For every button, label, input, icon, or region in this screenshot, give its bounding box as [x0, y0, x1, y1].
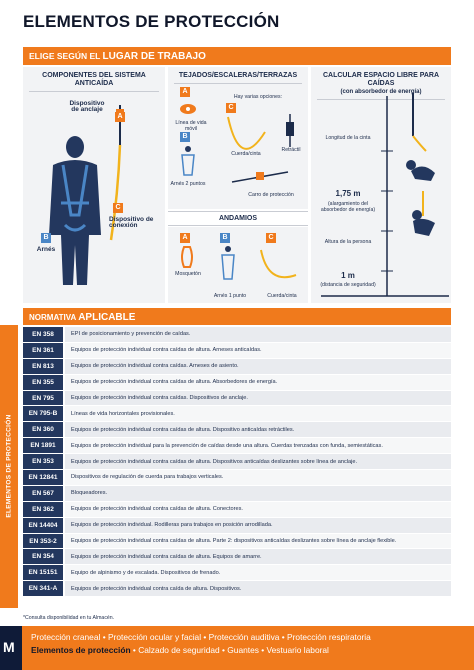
- table-row: [23, 565, 451, 581]
- norm-description: Equipos de protección individual contra caídas de altura. Conectores.: [65, 502, 451, 517]
- norm-description: Dispositivos de regulación de cuerda para trabajos verticales.: [65, 470, 451, 485]
- norm-description: Equipos de protección individual contra caídas de altura. Equipos de amarre.: [65, 549, 451, 564]
- cinta-label: Longitud de la cinta: [325, 135, 371, 141]
- footer-link-ocular[interactable]: Protección ocular y facial: [107, 632, 202, 642]
- table-row: [23, 470, 451, 486]
- table-row: [23, 518, 451, 534]
- norm-code: EN 358: [23, 327, 63, 342]
- norm-code: EN 353: [23, 454, 63, 469]
- harness-1-point-icon: [218, 245, 238, 285]
- harness-2-point-icon: [178, 145, 198, 179]
- footer-link-guantes[interactable]: Guantes: [227, 645, 259, 655]
- norm-description: Bloqueadores.: [65, 486, 451, 501]
- norm-description: Equipos de protección individual para la prevención de caídas desde una altura. Cuerdas trenzadas con funda, semiestáticas.: [65, 438, 451, 453]
- m175-sub: (alargamiento del absorbedor de energía): [320, 201, 376, 213]
- norm-code: EN 361: [23, 343, 63, 358]
- table-row: [23, 502, 451, 518]
- norm-code: EN 15151: [23, 565, 63, 580]
- altura-label: Altura de la persona: [324, 239, 372, 245]
- harness-2-label: Arnés 2 puntos: [170, 181, 206, 187]
- roofs-panel: [168, 67, 308, 209]
- badge-b3: B: [220, 233, 230, 243]
- norm-code: EN 353-2: [23, 534, 63, 549]
- footer-link-elementos[interactable]: Elementos de protección: [31, 645, 131, 655]
- availability-note: *Consulta disponibilidad en tu Almacén.: [23, 615, 115, 621]
- harness-label: Arnés: [36, 246, 56, 253]
- fall-clearance-panel: [311, 67, 451, 303]
- harness-worker-illustration: [23, 95, 165, 295]
- norm-description: Equipos de protección individual contra caídas de altura. Dispositivo anticaídas retráctiles.: [65, 422, 451, 437]
- norm-code: EN 1891: [23, 438, 63, 453]
- badge-a: A: [115, 112, 125, 122]
- table-row: [23, 534, 451, 550]
- footer-line-2: Elementos de protección • Calzado de seguridad • Guantes • Vestuario laboral: [31, 645, 329, 655]
- table-row: [23, 422, 451, 438]
- norm-code: EN 813: [23, 359, 63, 374]
- harness-1-label: Arnés 1 punto: [213, 293, 247, 299]
- norm-code: EN 795: [23, 391, 63, 406]
- rope-icon-2: [256, 245, 306, 285]
- anchor-label: Dispositivo de anclaje: [69, 100, 105, 113]
- norm-description: Equipos de protección individual contra caídas de altura. Dispositivos anticaídas deslizantes sobre línea de anclaje.: [65, 454, 451, 469]
- carro-label: Carro de protección: [248, 192, 294, 198]
- andamios-panel: [168, 227, 308, 303]
- badge-b: B: [41, 233, 51, 243]
- lifeline-icon: [178, 102, 198, 116]
- connector-label: Dispositivo de conexión: [109, 216, 154, 229]
- mosqueton-label: Mosquetón: [175, 271, 201, 277]
- norm-description: Equipo de alpinismo y de escalada. Dispositivos de frenado.: [65, 565, 451, 580]
- badge-c2: C: [226, 103, 236, 113]
- retractil-label: Retráctil: [281, 147, 301, 153]
- footer-link-vestuario[interactable]: Vestuario laboral: [266, 645, 329, 655]
- options-label: Hay varias opciones:: [233, 94, 283, 100]
- table-row: [23, 406, 451, 422]
- footer-link-auditiva[interactable]: Protección auditiva: [208, 632, 280, 642]
- table-row: [23, 549, 451, 565]
- norm-code: EN 795-B: [23, 406, 63, 421]
- section-sidebar: [0, 325, 18, 608]
- badge-a3: A: [180, 233, 190, 243]
- footer-link-calzado[interactable]: Calzado de seguridad: [138, 645, 220, 655]
- norm-description: Equipos de protección individual. Rodilleras para trabajos en posición arrodillada.: [65, 518, 451, 533]
- brand-logo: M: [0, 626, 22, 670]
- norm-description: Equipos de protección individual contra caídas de altura. Arneses anticaídas.: [65, 343, 451, 358]
- footer-link-respiratoria[interactable]: Protección respiratoria: [287, 632, 371, 642]
- table-row: [23, 327, 451, 343]
- norm-description: Equipos de protección individual contra caídas. Dispositivos de anclaje.: [65, 391, 451, 406]
- norm-description: Equipos de protección individual contra caídas de altura. Parte 2: dispositivos anticaídas deslizantes sobre línea de anclaje flexible.: [65, 534, 451, 549]
- components-heading: COMPONENTES DEL SISTEMA ANTICAÍDA: [29, 67, 159, 92]
- norm-code: EN 12841: [23, 470, 63, 485]
- norm-description: Líneas de vida horizontales provisionales.: [65, 406, 451, 421]
- lifeline-label: Línea de vida móvil: [175, 120, 207, 132]
- table-row: [23, 375, 451, 391]
- norm-code: EN 567: [23, 486, 63, 501]
- badge-a2: A: [180, 87, 190, 97]
- m1-value: 1 m: [341, 271, 355, 280]
- m175-value: 1,75 m: [335, 189, 361, 198]
- badge-c: C: [113, 203, 123, 213]
- clearance-heading: CALCULAR ESPACIO LIBRE PARA CAÍDAS (con absorbedor de energía): [317, 67, 445, 100]
- sidebar-label: ELEMENTOS DE PROTECCIÓN: [5, 414, 13, 518]
- norm-code: EN 355: [23, 375, 63, 390]
- roofs-heading: TEJADOS/ESCALERAS/TERRAZAS: [174, 67, 302, 84]
- m1-sub: (distancia de seguridad): [320, 282, 376, 288]
- table-row: [23, 343, 451, 359]
- rope-label: Cuerda/cinta: [231, 151, 261, 157]
- table-row: [23, 391, 451, 407]
- badge-b2: B: [180, 132, 190, 142]
- norm-code: EN 362: [23, 502, 63, 517]
- norms-table: [23, 327, 451, 597]
- norm-description: Equipos de protección individual contra caídas de altura. Absorbedores de energía.: [65, 375, 451, 390]
- norm-code: EN 354: [23, 549, 63, 564]
- workplace-banner: ELIGE SEGÚN EL LUGAR DE TRABAJO: [23, 47, 451, 65]
- badge-c3: C: [266, 233, 276, 243]
- footer-line-1: Protección craneal • Protección ocular y facial • Protección auditiva • Protección respiratoria: [31, 632, 371, 642]
- norm-code: EN 341-A: [23, 581, 63, 596]
- page-title: ELEMENTOS DE PROTECCIÓN: [23, 12, 280, 31]
- mosqueton-icon: [178, 245, 198, 269]
- norm-description: Equipos de protección individual contra caída de altura. Dispositivos.: [65, 581, 451, 596]
- table-row: [23, 454, 451, 470]
- norm-description: EPI de posicionamiento y prevención de caídas.: [65, 327, 451, 342]
- rope-label-2: Cuerda/cinta: [267, 293, 297, 299]
- andamios-heading: ANDAMIOS: [168, 211, 308, 226]
- norm-code: EN 14404: [23, 518, 63, 533]
- components-panel: [23, 67, 165, 303]
- norm-description: Equipos de protección individual contra caídas. Arneses de asiento.: [65, 359, 451, 374]
- footer-link-craneal[interactable]: Protección craneal: [31, 632, 101, 642]
- table-row: [23, 581, 451, 597]
- table-row: [23, 438, 451, 454]
- norm-code: EN 360: [23, 422, 63, 437]
- normativa-banner: NORMATIVA APLICABLE: [23, 308, 451, 325]
- table-row: [23, 486, 451, 502]
- table-row: [23, 359, 451, 375]
- carro-icon: [230, 167, 290, 187]
